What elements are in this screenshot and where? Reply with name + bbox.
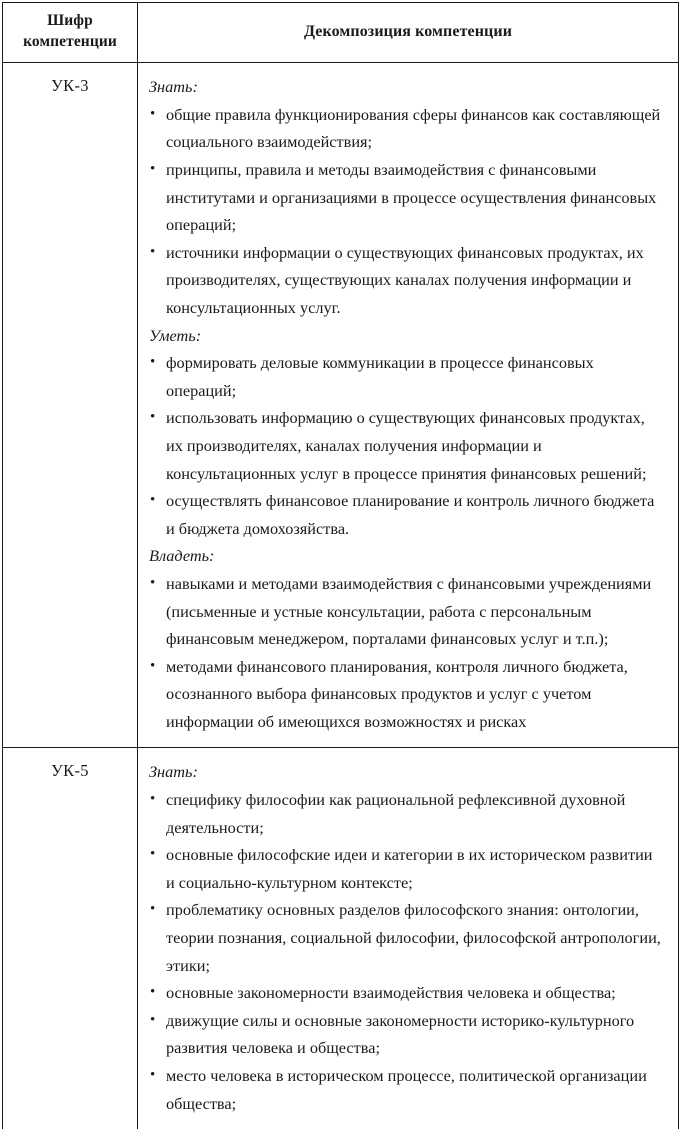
section-label: Знать:	[149, 762, 198, 782]
table-body	[3, 63, 679, 1129]
list-item: • использовать информацию о существующих финансовых продуктах, их производителях, каналах получения информации и консультационных услуг в процессе принятия финансовых решений;	[149, 404, 665, 487]
list-item: • принципы, правила и методы взаимодействия с финансовыми институтами и организациями в процессе осуществления финансовых операций;	[149, 156, 665, 239]
competency-decomposition-table	[2, 2, 679, 1129]
section-bullet-list	[149, 570, 665, 736]
column-header-competency-code	[3, 3, 138, 63]
list-item: • основные закономерности взаимодействия человека и общества;	[149, 979, 665, 1007]
list-item: • методами финансового планирования, контроля личного бюджета, осознанного выбора финансовых продуктов и услуг с учетом информации об имеющихся возможностях и рисках	[149, 653, 665, 736]
section-bullet-list	[149, 101, 665, 322]
table-row	[3, 748, 679, 1129]
competency-code-cell: УК-3	[3, 63, 138, 748]
competency-decomposition-cell	[138, 63, 679, 748]
table-header-row	[3, 3, 679, 63]
column-header-code-line2: компетенции	[23, 32, 117, 50]
section-bullet-list	[149, 786, 665, 1117]
list-item: • движущие силы и основные закономерности историко-культурного развития человека и общества;	[149, 1007, 665, 1062]
section-label: Уметь:	[149, 325, 202, 345]
list-item: • формировать деловые коммуникации в процессе финансовых операций;	[149, 349, 665, 404]
competency-code-cell: УК-5	[3, 748, 138, 1129]
list-item: • общие правила функционирования сферы финансов как составляющей социального взаимодействия;	[149, 101, 665, 156]
table-header	[3, 3, 679, 63]
column-header-decomposition: Декомпозиция компетенции	[138, 3, 679, 63]
section-label: Владеть:	[149, 546, 215, 566]
list-item: • осуществлять финансовое планирование и контроль личного бюджета и бюджета домохозяйства.	[149, 487, 665, 542]
list-item: • навыками и методами взаимодействия с финансовыми учреждениями (письменные и устные консультации, работа с персональным финансовым менеджером, порталами финансовых услуг и т.п.);	[149, 570, 665, 653]
list-item: • источники информации о существующих финансовых продуктах, их производителях, существующих каналах получения информации и консультационных услуг.	[149, 239, 665, 322]
list-item: • место человека в историческом процессе, политической организации общества;	[149, 1062, 665, 1117]
column-header-code-line1: Шифр	[47, 12, 93, 29]
table-row	[3, 63, 679, 748]
list-item: • проблематику основных разделов философского знания: онтологии, теории познания, социальной философии, философской антропологии, этики;	[149, 896, 665, 979]
list-item: • специфику философии как рациональной рефлексивной духовной деятельности;	[149, 786, 665, 841]
section-bullet-list	[149, 349, 665, 542]
list-item: • основные философские идеи и категории в их историческом развитии и социально-культурном контексте;	[149, 841, 665, 896]
section-label: Знать:	[149, 77, 198, 97]
competency-decomposition-cell	[138, 748, 679, 1129]
